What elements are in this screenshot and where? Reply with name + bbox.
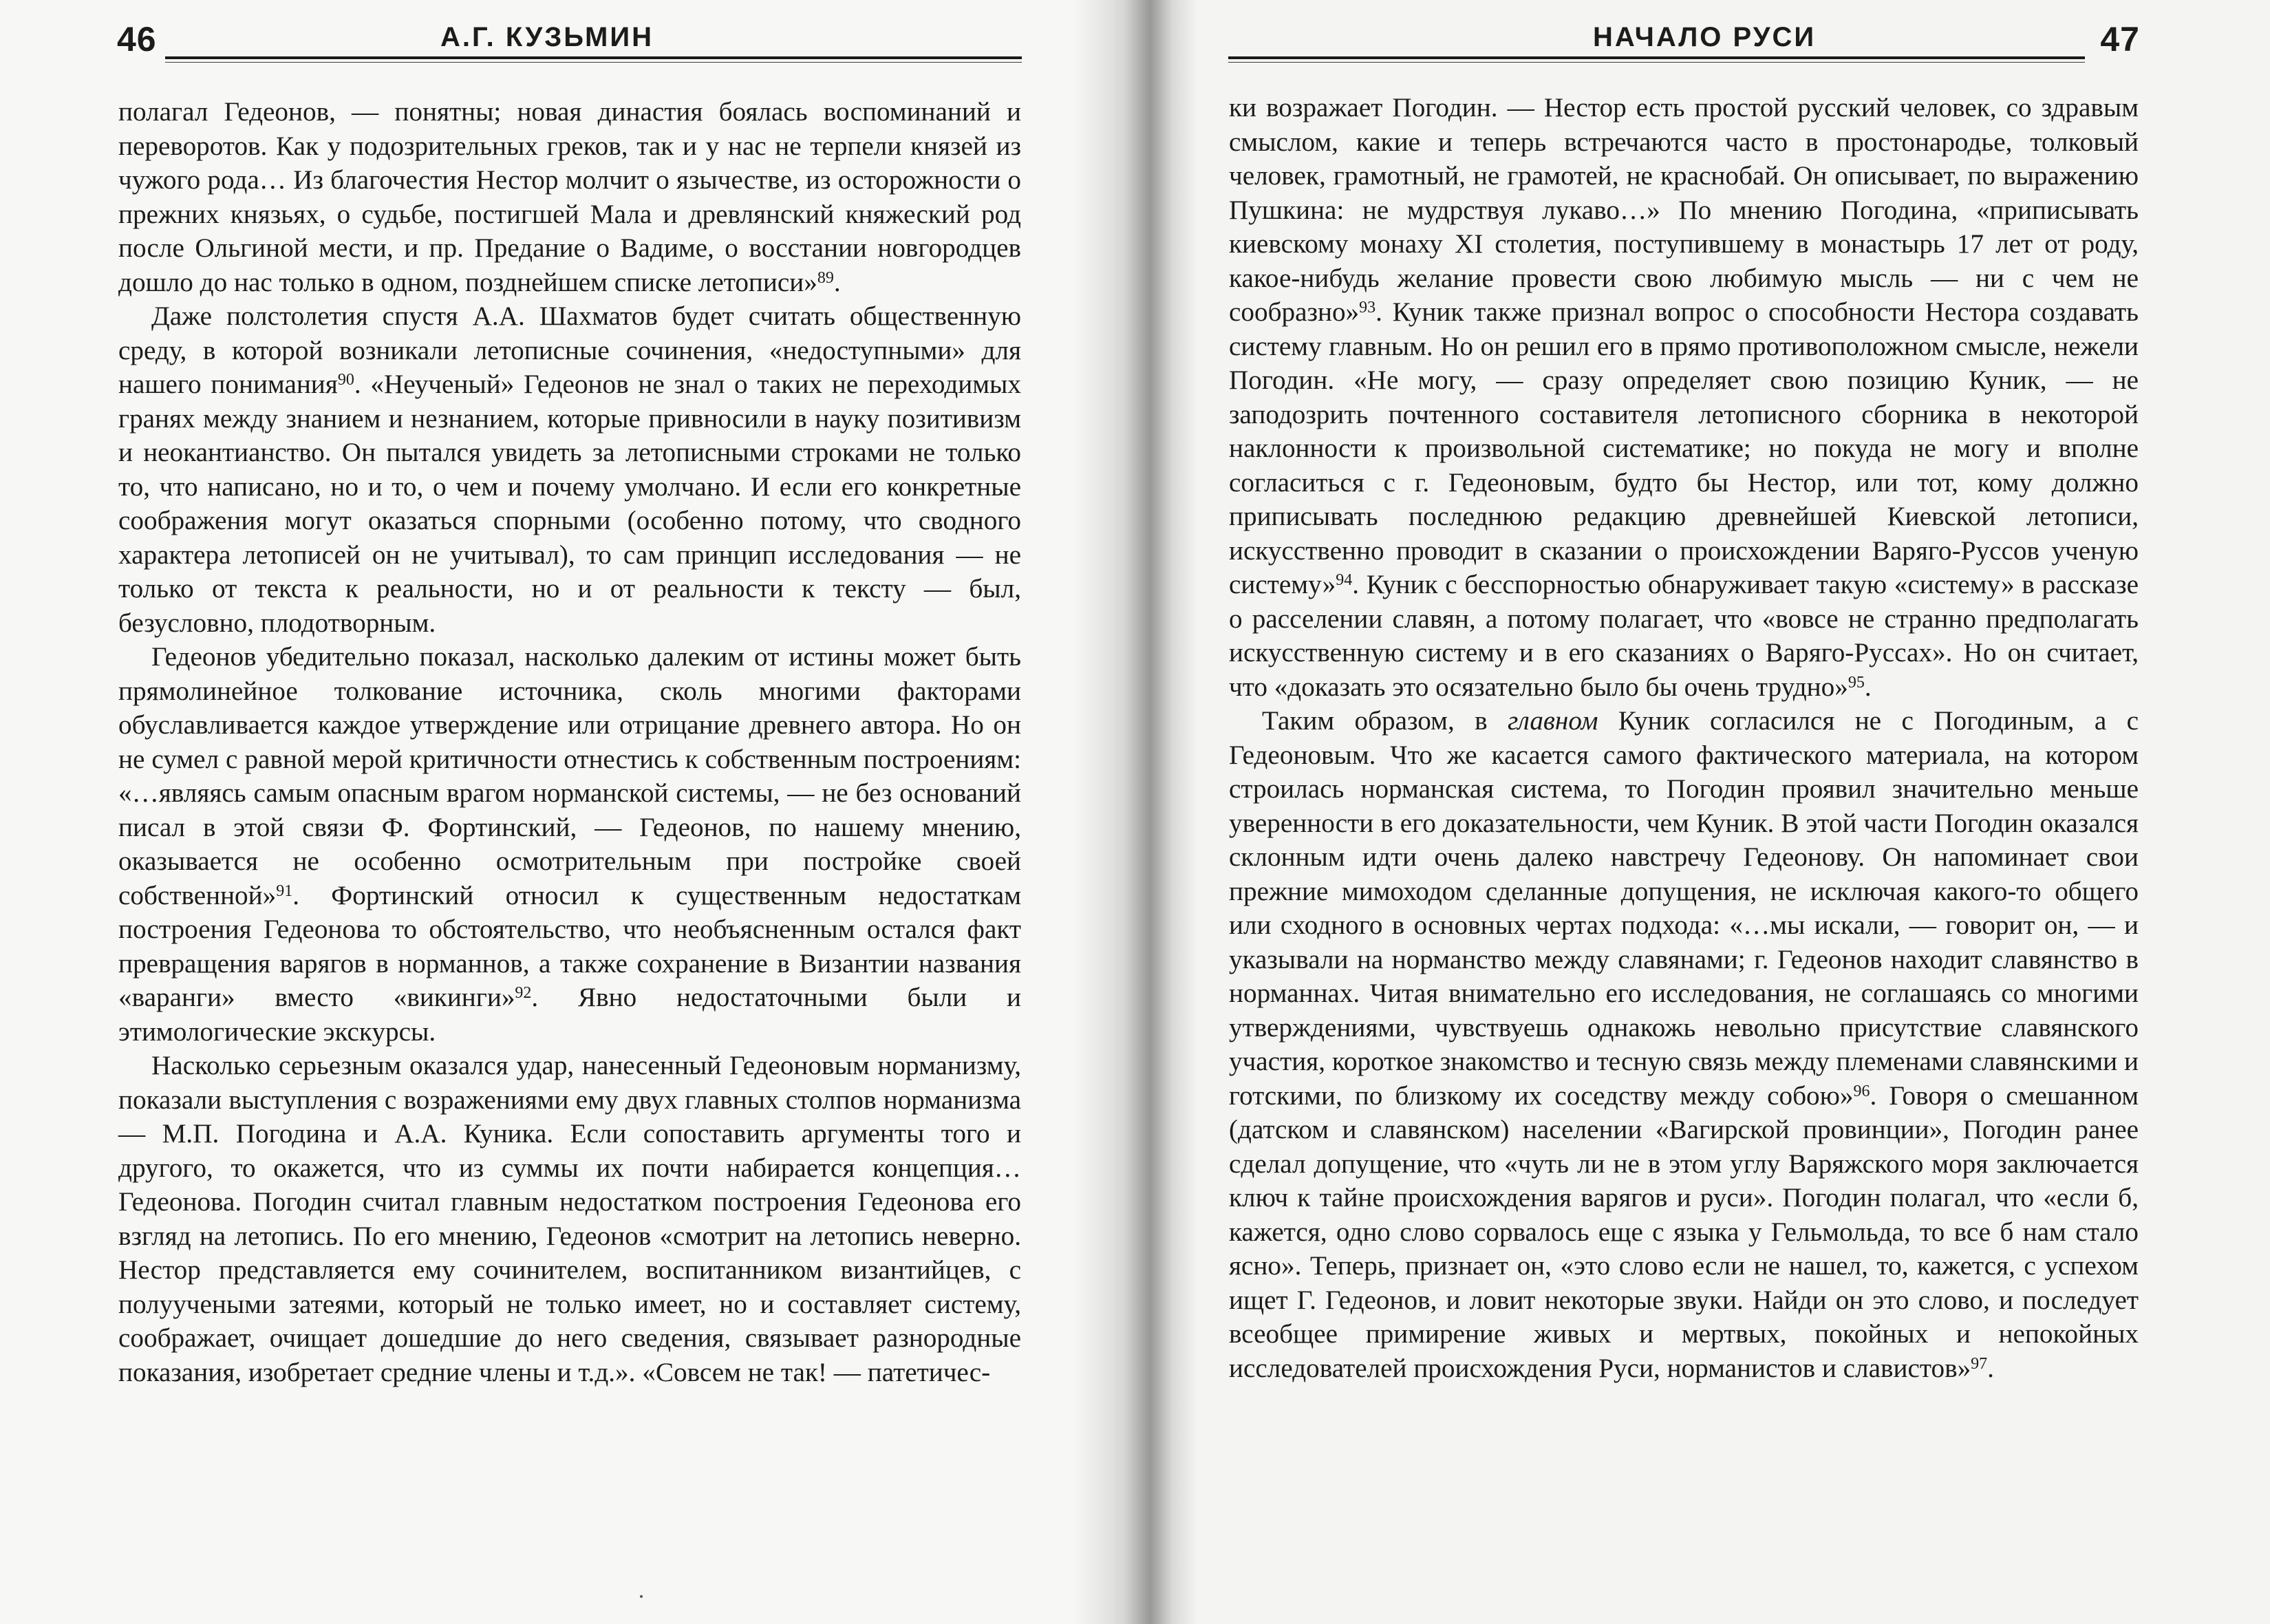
text-run: Даже полстолетия спустя А.А. Шахматов будет считать общественную среду, в которой возникали летописные сочинения, «недоступными» для нашего понимания (118, 301, 1021, 399)
right-running-header (1228, 19, 2140, 61)
text-run: . Фортинский относил к существенным недостаткам построения Гедеонова то обстоятельство, что необъясненным остался факт превращения варягов в норманнов, а также сохранение в Византии названия «варанги» вместо «викинги» (118, 880, 1021, 1012)
text-run: Насколько серьезным оказался удар, нанесенный Гедеоновым норманизму, показали выступления с возражениями ему двух главных столпов норманизма — М.П. Погодина и А.А. Куника. Если сопоставить аргументы того и другого, то окажется, что из суммы их почти набирается концепция… Гедеонова. Погодин считал главным недостатком построения Гедеонова его взгляд на летопись. По его мнению, Гедеонов «смотрит на летопись неверно. Нестор представляется ему сочинителем, воспитанником византийцев, с полуучеными затеями, который не только имеет, но и составляет систему, соображает, очищает дошедшие до него сведения, связывает разнородные показания, изобретает средние члены и т.д.». «Совсем не так! — патетичес- (118, 1051, 1021, 1387)
left-running-head-title: А.Г. КУЗЬМИН (440, 22, 654, 52)
text-run: . Куник с бесспорностью обнаруживает такую «систему» в рассказе о расселении славян, а потому полагает, что «вовсе не странно предполагать искусственную систему и в его сказаниях о Варяго-Руссах». Но он считает, что «доказать это осязательно было бы очень трудно» (1229, 570, 2139, 702)
book-gutter-shadow (1073, 0, 1197, 1624)
text-run: Гедеонов убедительно показал, насколько далеким от истины может быть прямолинейное толкование источника, сколь многими факторами обуславливается каждое утверждение или отрицание древнего автора. Но он не сумел с равной мерой критичности отнестись к собственным построениям: «…являясь самым опасным врагом норманской системы, — не без оснований писал в этой связи Ф. Фортинский, — Гедеонов, по нашему мнению, оказывается не особенно осмотрительным при постройке своей собственной» (118, 642, 1021, 910)
right-running-head-title: НАЧАЛО РУСИ (1593, 22, 1817, 52)
footnote-ref: 94 (1336, 571, 1353, 589)
paragraph (1229, 91, 2139, 704)
footnote-ref: 90 (337, 371, 354, 389)
text-run: . (1987, 1353, 1994, 1383)
left-header-rule-thin (165, 62, 1022, 63)
paragraph (118, 299, 1021, 640)
footnote-ref: 93 (1359, 299, 1376, 317)
footnote-ref: 89 (817, 268, 834, 287)
paragraph (118, 1049, 1021, 1389)
right-page-number: 47 (2100, 20, 2140, 58)
left-page-number: 46 (117, 20, 157, 58)
right-page-body (1229, 91, 2139, 1385)
left-header-rule (165, 56, 1022, 59)
text-run: Таким образом, в (1262, 706, 1508, 736)
text-run: . Куник также признал вопрос о способности Нестора создавать систему главным. Но он решил его в прямо противоположном смысле, нежели Погодин. «Не могу, — сразу определяет свою позицию Куник, — не заподозрить почтенного составителя летописного сборника в некоторой наклонности к произвольной систематике; но покуда не могу и вполне согласиться с г. Гедеоновым, будто бы Нестор, или тот, кому должно приписывать последнюю редакцию древнейшей Киевской летописи, искусственно проводит в сказании о происхождении Варяго-Руссов ученую систему» (1229, 297, 2139, 599)
right-header-rule (1228, 56, 2085, 59)
text-run: . Явно недостаточными были и этимологические экскурсы. (118, 983, 1022, 1047)
text-run: Куник согласился не с Погодиным, а с Гедеоновым. Что же касается самого фактического материала, на котором строилась норманская система, то Погодин проявил значительно меньше уверенности в его доказательности, чем Куник. В этой части Погодин оказался склонным идти очень далеко навстречу Гедеонову. Он напоминает свои прежние мимоходом сделанные допущения, не исключая какого-то общего или сходного в основных чертах подхода: «…мы искали, — говорит он, — и указывали на норманство между славянами; г. Гедеонов находит славянство в норманнах. Читая внимательно его исследования, не соглашаясь со многими утверждениями, чувствуешь однакожь невольно присутствие славянского участия, короткое знакомство и тесную связь между племенами славянскими и готскими, по близкому их соседству между собою» (1229, 706, 2139, 1111)
footnote-ref: 95 (1848, 673, 1865, 692)
left-page-body (118, 95, 1021, 1389)
text-run: . (833, 267, 841, 297)
text-run: . (1864, 672, 1872, 702)
text-run: полагал Гедеонов, — понятны; новая династия боялась воспоминаний и переворотов. Как у подозрительных греков, так и у нас не терпели князей из чужого рода… Из благочестия Нестор молчит о язычестве, из осторожности о прежних князьях, о судьбе, постигшей Мала и древлянский княжеский род после Ольгиной мести, и пр. Предание о Вадиме, о восстании новгородцев дошло до нас только в одном, позднейшем списке летописи» (118, 97, 1021, 297)
paragraph (118, 640, 1021, 1049)
paragraph (118, 95, 1021, 299)
footnote-ref: 97 (1971, 1354, 1988, 1373)
paragraph (1229, 704, 2139, 1385)
right-header-rule-thin (1228, 62, 2085, 63)
left-running-header (117, 19, 1022, 61)
text-run: . Говоря о смешанном (датском и славянском) населении «Вагирской провинции», Погодин ранее сделал допущение, что «чуть ли не в этом углу Варяжского моря заключается ключ к тайне происхождения варягов и руси». Погодин полагал, что «если б, кажется, одно слово сорвалось еще с языка у Гельмольда, то все б нам стало ясно». Теперь, признает он, «это слово если не нашел, то, кажется, с успехом ищет Г. Гедеонов, и ловит некоторые звуки. Найди он это слово, и последует всеобщее примирение живых и мертвых, покойных и непокойных исследователей происхождения Руси, норманистов и славистов» (1229, 1080, 2139, 1383)
scan-speck (640, 1595, 643, 1598)
footnote-ref: 92 (515, 984, 532, 1002)
footnote-ref: 96 (1853, 1082, 1870, 1100)
text-run: ки возражает Погодин. — Нестор есть простой русский человек, со здравым смыслом, какие и теперь встречаются часто в простонародье, толковый человек, грамотный, не грамотей, не краснобай. Он описывает, по выражению Пушкина: не мудрствуя лукаво…» По мнению Погодина, «приписывать киевскому монаху XI столетия, поступившему в монастырь 17 лет от роду, какое-нибудь желание провести свою любимую мысль — ни с чем не сообразно» (1229, 93, 2139, 327)
emphasis-text: главном (1507, 706, 1598, 736)
footnote-ref: 91 (276, 882, 293, 900)
text-run: . «Неученый» Гедеонов не знал о таких не переходимых гранях между знанием и незнанием, которые привносили в науку позитивизм и неокантианство. Он пытался увидеть за летописными строками не только то, что написано, но и то, о чем и почему умолчано. И если его конкретные соображения могут оказаться спорными (особенно потому, что сводного характера летописей он не учитывал), то сам принцип исследования — не только от текста к реальности, но и от реальности к тексту — был, безусловно, плодотворным. (118, 370, 1021, 638)
